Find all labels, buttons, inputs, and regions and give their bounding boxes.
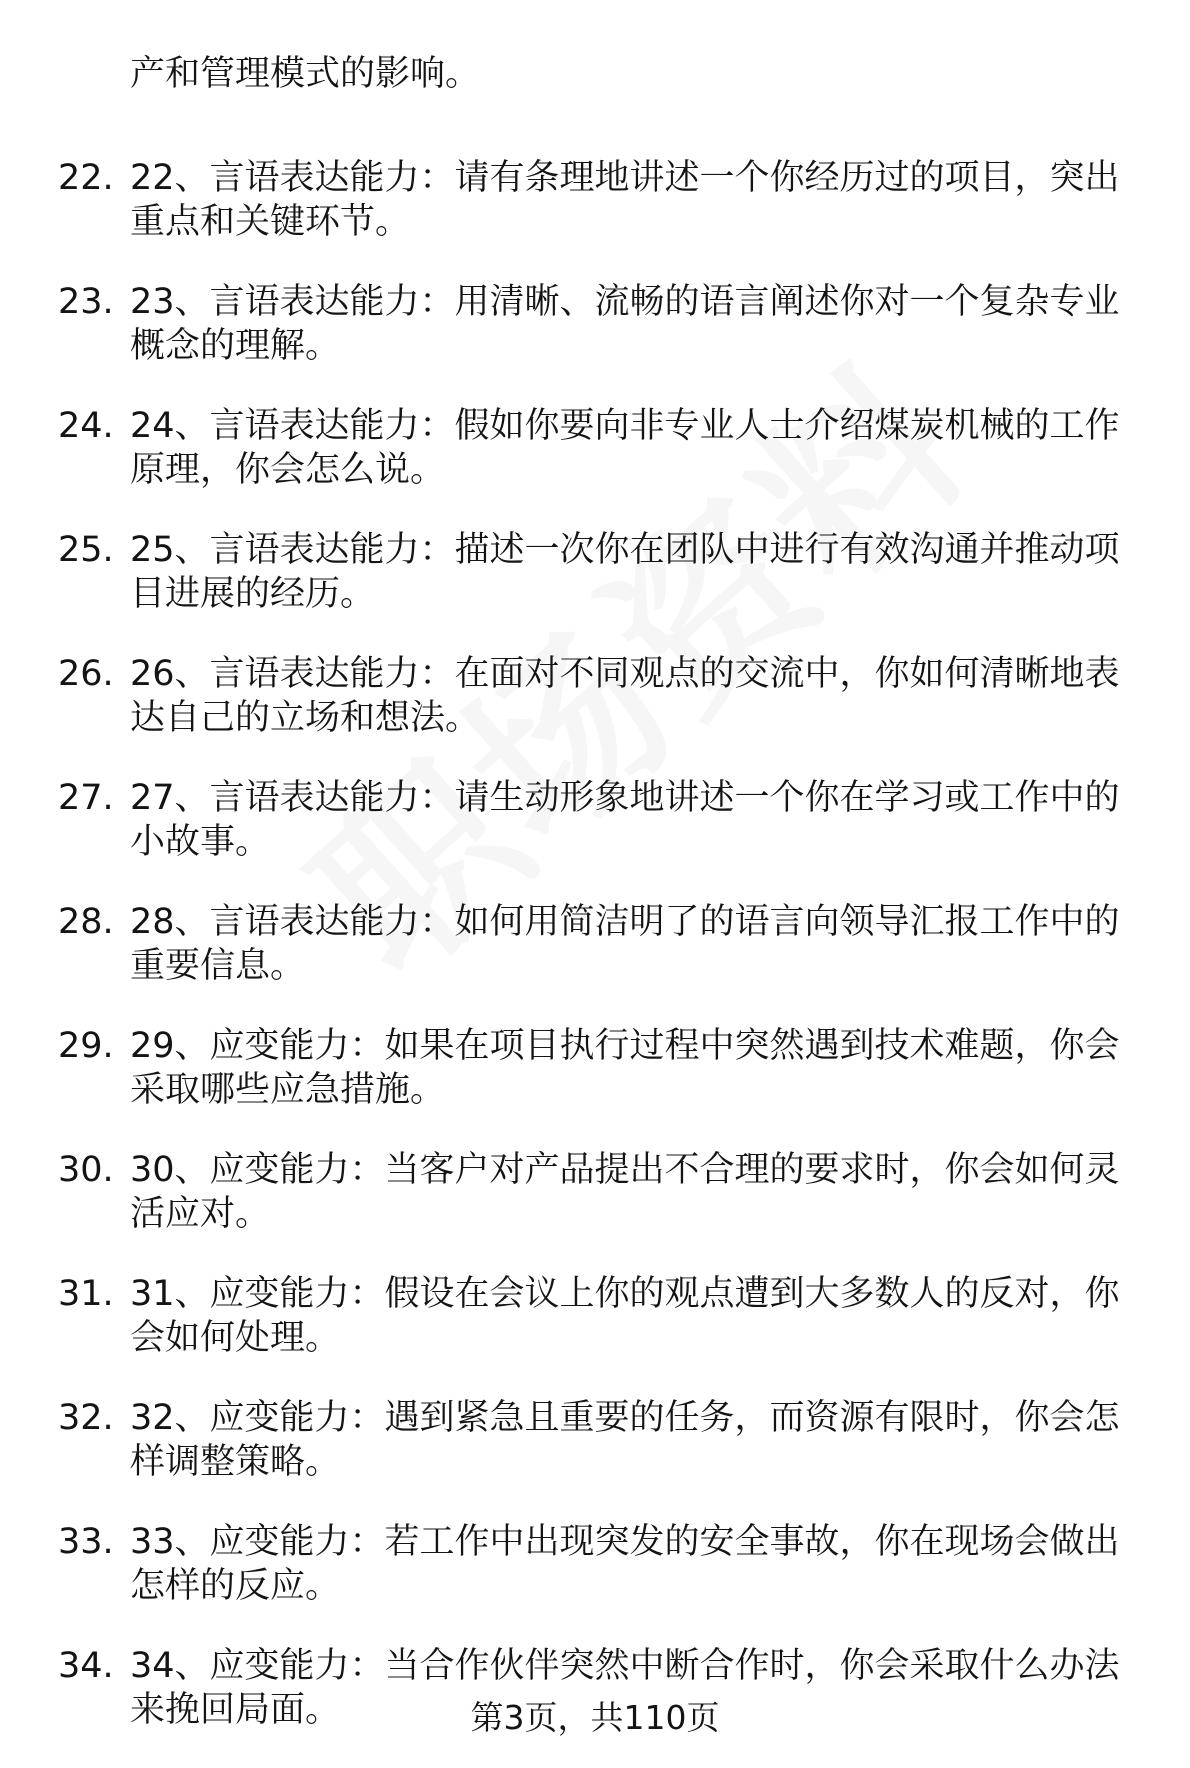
question-text-line-1: 24、言语表达能力：假如你要向非专业人士介绍煤炭机械的工作 bbox=[130, 406, 1120, 446]
question-text-line-1: 31、应变能力：假设在会议上你的观点遭到大多数人的反对，你 bbox=[130, 1274, 1120, 1314]
question-list bbox=[58, 156, 1158, 1732]
question-number: 29. bbox=[58, 1026, 114, 1066]
question-item-31 bbox=[58, 1272, 1158, 1360]
question-text-line-1: 29、应变能力：如果在项目执行过程中突然遇到技术难题，你会 bbox=[130, 1026, 1120, 1066]
question-text-line-1: 22、言语表达能力：请有条理地讲述一个你经历过的项目，突出 bbox=[130, 158, 1120, 198]
question-text-line-1: 27、言语表达能力：请生动形象地讲述一个你在学习或工作中的 bbox=[130, 778, 1120, 818]
question-item-28 bbox=[58, 900, 1158, 988]
question-text-line-1: 33、应变能力：若工作中出现突发的安全事故，你在现场会做出 bbox=[130, 1522, 1120, 1562]
question-text-line-2: 小故事。 bbox=[130, 822, 271, 862]
question-text-line-1: 32、应变能力：遇到紧急且重要的任务，而资源有限时，你会怎 bbox=[130, 1398, 1120, 1438]
question-text-line-1: 25、言语表达能力：描述一次你在团队中进行有效沟通并推动项 bbox=[130, 530, 1120, 570]
document-body bbox=[58, 52, 1158, 1768]
question-item-33 bbox=[58, 1520, 1158, 1608]
question-item-23 bbox=[58, 280, 1158, 368]
question-number: 26. bbox=[58, 654, 114, 694]
continuation-text: 产和管理模式的影响。 bbox=[130, 54, 481, 94]
question-number: 28. bbox=[58, 902, 114, 942]
question-text-line-2: 采取哪些应急措施。 bbox=[130, 1070, 446, 1110]
question-number: 33. bbox=[58, 1522, 114, 1562]
question-number: 30. bbox=[58, 1150, 114, 1190]
question-text-line-2: 怎样的反应。 bbox=[130, 1566, 341, 1606]
question-item-27 bbox=[58, 776, 1158, 864]
question-text-line-2: 样调整策略。 bbox=[130, 1442, 341, 1482]
question-text-line-1: 34、应变能力：当合作伙伴突然中断合作时，你会采取什么办法 bbox=[130, 1646, 1120, 1686]
question-text-line-2: 原理，你会怎么说。 bbox=[130, 450, 446, 490]
question-item-30 bbox=[58, 1148, 1158, 1236]
question-item-26 bbox=[58, 652, 1158, 740]
question-text-line-2: 达自己的立场和想法。 bbox=[130, 698, 481, 738]
question-text-line-2: 来挽回局面。 bbox=[130, 1690, 341, 1730]
question-number: 24. bbox=[58, 406, 114, 446]
question-text-line-2: 会如何处理。 bbox=[130, 1318, 341, 1358]
question-number: 27. bbox=[58, 778, 114, 818]
question-text-line-1: 28、言语表达能力：如何用简洁明了的语言向领导汇报工作中的 bbox=[130, 902, 1120, 942]
question-number: 32. bbox=[58, 1398, 114, 1438]
question-number: 31. bbox=[58, 1274, 114, 1314]
question-text-line-1: 30、应变能力：当客户对产品提出不合理的要求时，你会如何灵 bbox=[130, 1150, 1120, 1190]
question-item-24 bbox=[58, 404, 1158, 492]
question-text-line-2: 目进展的经历。 bbox=[130, 574, 376, 614]
question-number: 23. bbox=[58, 282, 114, 322]
page-footer: 第3页，共110页 bbox=[470, 1698, 720, 1737]
question-text-line-2: 重要信息。 bbox=[130, 946, 306, 986]
question-text-line-2: 概念的理解。 bbox=[130, 326, 341, 366]
question-number: 25. bbox=[58, 530, 114, 570]
question-text-line-1: 23、言语表达能力：用清晰、流畅的语言阐述你对一个复杂专业 bbox=[130, 282, 1120, 322]
question-number: 34. bbox=[58, 1646, 114, 1686]
question-text-line-2: 活应对。 bbox=[130, 1194, 271, 1234]
question-text-line-1: 26、言语表达能力：在面对不同观点的交流中，你如何清晰地表 bbox=[130, 654, 1120, 694]
question-item-29 bbox=[58, 1024, 1158, 1112]
question-item-25 bbox=[58, 528, 1158, 616]
question-item-32 bbox=[58, 1396, 1158, 1484]
question-text-line-2: 重点和关键环节。 bbox=[130, 202, 411, 242]
question-item-22 bbox=[58, 156, 1158, 244]
question-number: 22. bbox=[58, 158, 114, 198]
